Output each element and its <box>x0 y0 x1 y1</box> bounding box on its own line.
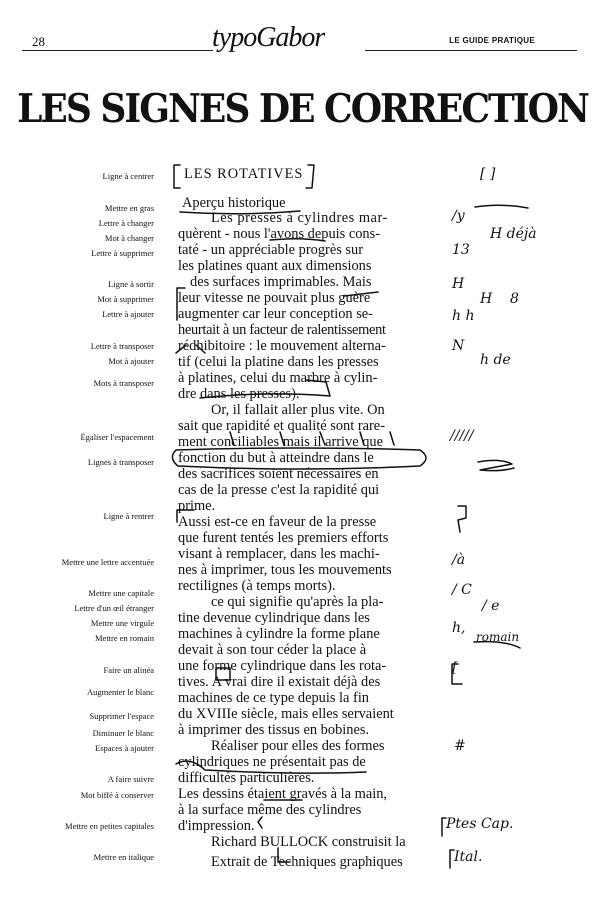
margin-mark: [ <box>452 660 458 676</box>
label: Lignes à transposer <box>87 457 154 467</box>
text-line: nes à imprimer, tous les mouvements <box>178 562 392 578</box>
text-line: augmenter car leur conception se- <box>178 306 373 322</box>
margin-mark: / C <box>452 582 472 598</box>
text-line: rédhibitoire : le mouvement alterna- <box>178 338 386 354</box>
label: Espaces à ajouter <box>95 743 154 753</box>
transpose-loop <box>172 448 426 469</box>
strike-plus <box>344 292 378 296</box>
margin-mark: H <box>480 291 493 307</box>
italic-bracket <box>450 850 454 868</box>
logo: typoGabor <box>212 22 325 53</box>
center-bracket-left <box>174 165 180 188</box>
smallcaps-mark <box>258 817 262 828</box>
out-bracket <box>177 288 185 320</box>
text-line: dre dans les presses). <box>178 386 300 402</box>
label: Mettre en italique <box>93 852 154 862</box>
text-line: quèrent - nous l'avons depuis cons- <box>178 226 381 242</box>
indent-symbol <box>458 506 466 532</box>
text-line: Extrait de Techniques graphiques <box>211 854 403 870</box>
label: Mot à changer <box>104 233 154 243</box>
paragraph-symbol <box>452 664 462 684</box>
text-line: des surfaces imprimables. Mais <box>190 274 372 290</box>
text-line: devait à son tour céder la place à <box>178 642 367 658</box>
page-number: 28 <box>32 34 45 49</box>
text-line: machines à cylindre la forme plane <box>178 626 380 642</box>
text-line: difficultés particulières. <box>178 770 315 786</box>
label: Diminuer le blanc <box>92 728 154 738</box>
margin-mark: H <box>452 276 465 292</box>
italic-mark <box>278 848 290 862</box>
text-line: sait que rapidité et qualité sont rare- <box>178 418 385 434</box>
text-line: Aperçu historique <box>182 195 286 211</box>
text-line: leur vitesse ne pouvait plus guère <box>178 290 371 306</box>
text-line: des sacrifices soient nécessaires en <box>178 466 379 482</box>
margin-mark: H déjà <box>490 226 537 242</box>
label: Augmenter le blanc <box>86 687 154 697</box>
space-slashes <box>230 432 394 445</box>
text-line: ment conciliables mais il arrive que <box>178 434 383 450</box>
text-line: taté - un appréciable progrès sur <box>178 242 363 258</box>
label: Mots à transposer <box>93 378 154 388</box>
text-line: du XVIIIe siècle, mais elles servaient <box>178 706 394 722</box>
text-line: Les dessins étaient gravés à la main, <box>178 786 387 802</box>
label: Lettre à changer <box>98 218 154 228</box>
text-line: Or, il fallait aller plus vite. On <box>211 402 385 418</box>
margin-mark: /y <box>452 208 465 224</box>
bold-mark-wave <box>475 205 528 208</box>
text-line: cas de la presse c'est la rapidité qui <box>178 482 380 498</box>
label: Lettre à transposer <box>90 341 154 351</box>
text-line: les platines quant aux dimensions <box>178 258 372 274</box>
label: Mot à supprimer <box>97 294 154 304</box>
page-title: LES SIGNES DE CORRECTION <box>17 85 588 133</box>
margin-mark: Ital. <box>454 849 483 865</box>
indent-mark <box>177 510 194 522</box>
text-line: rectilignes (à temps morts). <box>178 578 336 594</box>
text-line: Richard BULLOCK construisit la <box>211 834 406 850</box>
margin-mark: Ptes Cap. <box>446 816 514 832</box>
text-line: ce qui signifie qu'après la pla- <box>211 594 384 610</box>
margin-mark: [ ] <box>480 166 496 182</box>
label: Mettre une lettre accentuée <box>61 557 154 567</box>
label: Lettre à supprimer <box>91 248 154 258</box>
label: Mettre une virgule <box>90 618 154 628</box>
margin-mark: romain <box>476 630 520 644</box>
label: Mettre une capitale <box>88 588 154 598</box>
label: Mot à ajouter <box>108 356 154 366</box>
bold-underline <box>180 211 300 214</box>
text-line: tine devenue cylindrique dans les <box>178 610 370 626</box>
margin-mark: /à <box>452 552 466 568</box>
text-line: que furent tentés les premiers efforts <box>178 530 389 546</box>
text-line: à imprimer des tissus en bobines. <box>178 722 370 738</box>
text-line: heurtait à un facteur de ralentissement <box>178 322 386 338</box>
section-title: LE GUIDE PRATIQUE <box>449 36 535 45</box>
text-line: Réaliser pour elles des formes <box>211 738 385 754</box>
margin-mark: h h <box>452 308 475 324</box>
text-line: machines de ce type depuis la fin <box>178 690 370 706</box>
text-line: fonction du but à atteindre dans le <box>178 450 374 466</box>
label: Lettre d'un œil étranger <box>74 603 154 613</box>
text-line: Les presses à cylindres mar- <box>211 210 388 226</box>
text-line: à la surface même des cylindres <box>178 802 362 818</box>
text-line: d'impression. <box>178 818 255 834</box>
label: A faire suivre <box>107 774 154 784</box>
label: Mettre en gras <box>104 203 154 213</box>
text-line: tives. A vrai dire il existait déjà des <box>178 674 381 690</box>
label: Égaliser l'espacement <box>80 432 154 442</box>
center-bracket-right <box>306 165 314 188</box>
margin-mark: ///// <box>450 428 474 444</box>
paragraph-box <box>216 668 230 680</box>
label: Lettre à ajouter <box>102 309 154 319</box>
run-on-line <box>176 761 366 773</box>
text-line: cylindriques ne présentait pas de <box>178 754 366 770</box>
text-line: une forme cylindrique dans les rota- <box>178 658 387 674</box>
margin-mark: # <box>454 738 466 754</box>
word-strike <box>270 239 325 241</box>
margin-mark: 13 <box>452 242 470 258</box>
transpose-mark <box>176 345 205 353</box>
label: Faire un alinéa <box>103 665 154 675</box>
label: Mettre en romain <box>94 633 154 643</box>
text-line: Aussi est-ce en faveur de la presse <box>178 514 377 530</box>
label: Mettre en petites capitales <box>65 821 154 831</box>
transpose-words <box>200 380 330 398</box>
margin-mark: h de <box>480 352 511 368</box>
label: Mot biffé à conserver <box>80 790 154 800</box>
margin-mark: / e <box>482 598 500 614</box>
margin-mark: N <box>452 338 465 354</box>
smallcaps-bracket <box>442 818 446 836</box>
text-line: tif (celui la platine dans les presses <box>178 354 379 370</box>
roman-underline <box>474 642 520 648</box>
text-line: visant à remplacer, dans les machi- <box>178 546 380 562</box>
label: Supprimer l'espace <box>89 711 154 721</box>
text-line: à platines, celui du marbre à cylin- <box>178 370 378 386</box>
label: Ligne à centrer <box>102 171 154 181</box>
label: Ligne à sortir <box>108 279 154 289</box>
margin-mark: 8 <box>510 291 519 307</box>
text-line: LES ROTATIVES <box>184 166 304 182</box>
margin-mark: h, <box>452 620 466 636</box>
transpose-symbol <box>478 460 514 470</box>
label: Ligne à rentrer <box>103 511 154 521</box>
text-line: prime. <box>178 498 216 514</box>
